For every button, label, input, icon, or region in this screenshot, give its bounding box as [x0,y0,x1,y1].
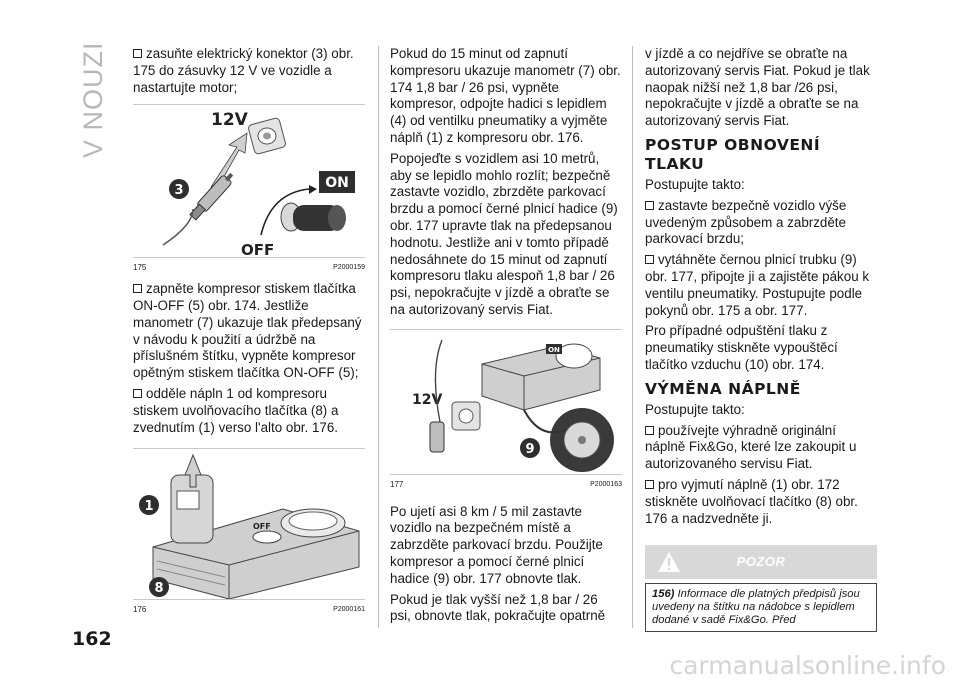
paragraph: Pokud je tlak vyšší než 1,8 bar / 26 psi, obnovte tlak, pokračujte opatrně [390,591,606,624]
page-number: 162 [72,628,112,650]
svg-text:OFF: OFF [253,522,271,532]
figure-175 [133,104,365,277]
paragraph: Postupujte takto: [645,176,745,192]
figure-176-illustration [133,449,365,599]
paragraph: v jízdě a co nejdříve se obraťte na autorizovaný servis Fiat. Pokud je tlak naopak nižší než 1,8 bar /26 psi, nepokračujte v jízdě a obraťte se na autorizovaný servis Fiat. [645,46,870,129]
paragraph: Pokud do 15 minut od zapnutí kompresoru ukazuje manometr (7) obr. 174 1,8 bar / 26 psi, vypněte kompresor, odpojte hadici s lepidlem (4) od ventilku pneumatiky a vyjměte náplň (1) z kompresoru obr. 176. [390,46,621,145]
bullet-box-icon [645,426,654,435]
warning-header [645,545,877,579]
paragraph: Postupujte takto: [645,401,745,417]
ignition-key-icon [281,203,346,231]
svg-text:8: 8 [154,581,164,597]
figure-caption: 176 P2000161 [133,599,365,619]
label-12v: 12V [211,110,248,131]
svg-text:12V: 12V [412,391,443,408]
figure-177 [390,329,622,494]
cable [163,209,193,245]
column-1 [133,46,365,623]
svg-text:1: 1 [144,499,154,515]
bullet-item: zastavte bezpečně vozidlo výše uvedeným způsobem a zabrzděte parkovací brzdu; [645,197,847,247]
socket-12v-icon [248,118,287,155]
svg-text:3: 3 [174,183,184,199]
warning-ref: 156) [652,588,675,601]
figure-caption: 177 P2000163 [390,474,622,494]
bullet-item: zasuňte elektrický konektor (3) obr. 175 do zásuvky 12 V ve vozidle a nastartujte motor; [133,46,354,95]
figure-caption: 175 P2000159 [133,257,365,277]
watermark: carmanualsonline.info [669,651,946,680]
svg-text:ON: ON [548,345,560,354]
column-divider [378,46,379,628]
bullet-box-icon [133,389,142,398]
socket-12v-icon [452,402,480,430]
paragraph: Po ujetí asi 8 km / 5 mil zastavte vozidlo na bezpečném místě a zabrzděte parkovací brzdu. Použijte kompresor a pomocí černé plnicí hadice (9) obr. 177 obnovte tlak. [390,503,603,586]
bullet-box-icon [645,201,654,210]
column-2 [390,46,622,629]
bullet-box-icon [133,284,142,293]
bullet-box-icon [645,255,654,264]
svg-text:9: 9 [525,441,535,457]
bullet-item: zapněte kompresor stiskem tlačítka ON-OFF (5) obr. 174. Jestliže manometr (7) ukazuje tlak předepsaný v návodu k použití a údržbě na příslušném štítku, vypněte kompresor opětným stiskem tlačítka ON-OFF (5); [133,281,362,381]
column-3 [645,46,877,632]
warning-box [645,545,877,632]
bullet-item: odděle nápln 1 od kompresoru stiskem uvolňovacího tlačítka (8) a zvednutím (1) verso l'alto obr. 176. [133,385,339,435]
bullet-box-icon [133,49,142,58]
svg-text:OFF: OFF [241,241,275,258]
figure-176 [133,448,365,619]
plug-icon [430,422,444,452]
bullet-box-icon [645,480,654,489]
warning-title: POZOR [736,554,786,570]
paragraph: Pro případné odpuštění tlaku z pneumatiky stiskněte vypouštěcí tlačítko vzduchu (10) obr. 174. [645,323,838,372]
plug-icon [188,171,236,222]
paragraph: Popojeďte s vozidlem asi 10 metrů, aby se lepidlo mohlo rozlít; bezpečně zastavte vozidlo, zbrzděte parkovací brzdu a pomocí černé plnicí hadice (9) obr. 177 upravte tlak na předepsanou hodnotu. Jestliže ani v tomto případě nedosáhnete do 15 minut od zapnutí kompresoru tlaku alespoň 1,8 bar / 26 psi, nepokračujte v jízdě a obraťte se na autorizovaný servis Fiat. [390,150,618,317]
section-title: V NOUZI [78,41,108,158]
svg-text:ON: ON [325,175,349,192]
figure-177-illustration [390,330,622,474]
figure-175-illustration [133,105,365,257]
bullet-item: používejte výhradně originální náplně Fix&Go, které lze zakoupit u autorizovaného servisu Fiat. [645,422,857,472]
column-divider [632,46,633,628]
warning-body: 156) Informace dle platných předpisů jsou uvedeny na štítku na nádobce s lepidlem dodané v sadě Fix&Go. Před [645,583,877,632]
section-heading-pressure-restore: POSTUP OBNOVENÍ TLAKU [645,135,821,173]
bullet-item: vytáhněte černou plnicí trubku (9) obr. 177, připojte ji a zajistěte pákou k ventilu pneumatiky. Postupujte podle pokynů obr. 175 a obr. 177. [645,252,870,318]
bullet-item: pro vyjmutí náplně (1) obr. 172 stiskněte uvolňovací tlačítko (8) obr. 176 a nadzvedněte ji. [645,476,858,526]
section-heading-refill-replacement: VÝMĚNA NÁPLNĚ [645,379,801,398]
